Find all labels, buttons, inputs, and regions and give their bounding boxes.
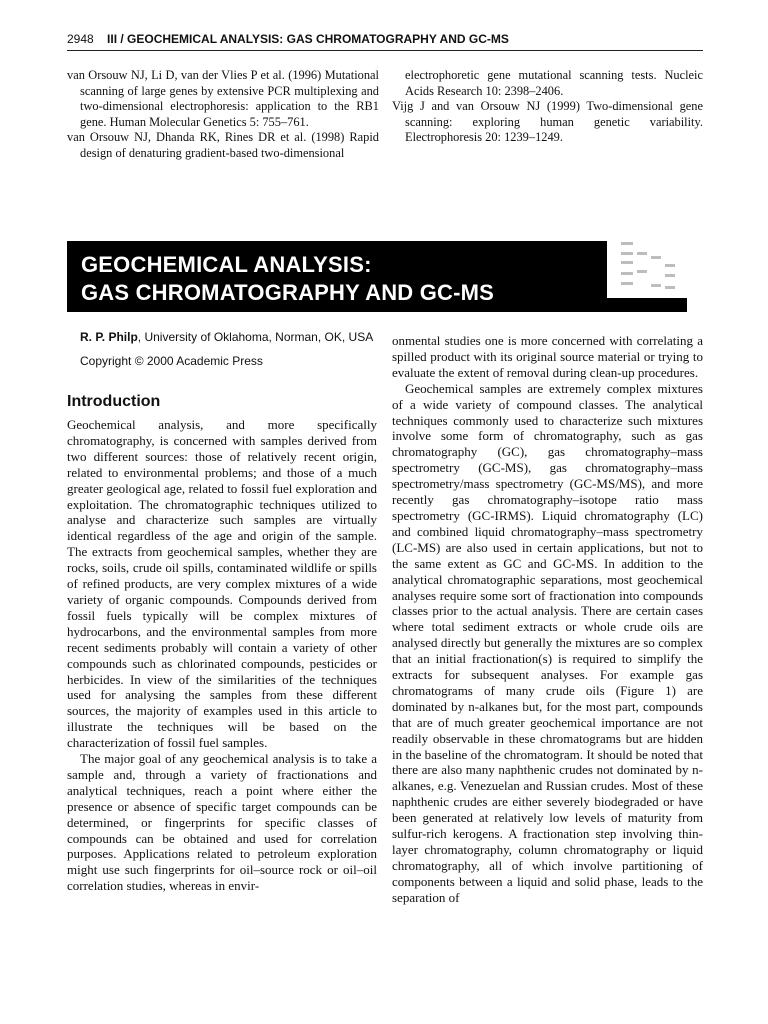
body-paragraph: Geochemical analysis, and more specifically chromatography, is concerned with samples derived from two different sources: those of relatively recent origin, related to environmental problems; and those of a much greater geological age, related to fossil fuel exploration and exploitation. The chromatographic techniques utilized to analyse and characterize such samples are virtually identical regardless of the age and origin of the sample. The extracts from geochemical samples, whether they are rocks, soils, crude oil spills, contaminated wildlife or spills of refined products, are very complex mixtures of a wide variety of organic compounds. Compounds derived from fossil fuels typically will be complex mixtures of hydrocarbons, and the environmental samples from more recent sediments probably will contain a variety of other compounds such as chlorinated compounds, pesticides or herbicides. In view of the similarities of the techniques used for analysing the samples from these different sources, the majority of examples used in this article to illustrate the techniques will be based on the characterization of fossil fuel samples. [67,417,377,751]
reference-item: Vijg J and van Orsouw NJ (1999) Two-dimensional gene scanning: exploring human genetic variability. Electrophoresis 20: 1239–1249. [392,99,703,145]
reference-item: electrophoretic gene mutational scanning tests. Nucleic Acids Research 10: 2398–2406. [405,68,703,98]
article-title-banner [67,241,687,312]
references-right-column [392,68,703,146]
right-text-column [392,333,703,906]
article-title-line-2: GAS CHROMATOGRAPHY AND GC-MS [81,280,495,305]
body-paragraph: onmental studies one is more concerned with correlating a spilled product with its original source material or trying to evaluate the extent of removal during clean-up procedures. [392,333,703,380]
body-paragraph: The major goal of any geochemical analysis is to take a sample and, through a variety of fractionations and analytical techniques, reach a point where either the presence or absence of specific target compounds can be determined, or fingerprints for specific classes of compounds can be obtained and used for correlation purposes. Applications related to petroleum exploration might use such fingerprints for oil–source rock or oil–oil correlation studies, whereas in envir- [67,751,377,894]
body-paragraph: Geochemical samples are extremely complex mixtures of a wide variety of compound classes. The analytical techniques commonly used to characterize such mixtures involve some form of chromatography, such as gas chromatography (GC), gas chromatography–mass spectrometry (GC-MS), gas chromatography–mass spectrometry/mass spectrometry (GC-MS/MS), and more recently gas chromatography–isotope ratio mass spectrometry (GC-IRMS). Liquid chromatography (LC) and combined liquid chromatography–mass spectrometry (LC-MS) are also used in certain applications, but not to the same extent as GC and GC-MS. In addition to the analytical chromatographic separations, most geochemical analyses require some sort of fractionation into compounds classes prior to the actual analysis. There are certain cases where total sediment extracts or whole crude oils are analysed directly but generally the mixtures are so complex that an initial fractionation(s) is required to simplify the extracts for subsequent analyses. For example gas chromatograms of many crude oils (Figure 1) are dominated by n-alkanes but, for the most part, compounds that are of much greater geochemical importance are not readily observable in these chromatograms but are hidden in the baseline of the chromatogram. It should be noted that there are also many naphthenic crudes not dominated by n-alkanes, e.g. Venezuelan and Russian crudes. Most of these naphthenic crudes are either severely biodegraded or have been generated at relatively low levels of maturity from sulfur-rich kerogens. A fractionation step involving thin-layer chromatography, column chromatography or liquid chromatography, all of which involve partitioning of components between a liquid and solid phase, leads to the separation of [392,380,703,905]
running-head [67,32,703,46]
author-affiliation: , University of Oklahoma, Norman, OK, USA [137,330,374,344]
author-line [80,330,377,345]
article-title [81,251,494,307]
header-rule [67,50,703,51]
article-title-line-1: GEOCHEMICAL ANALYSIS: [81,252,372,277]
references-left-column [67,68,379,162]
section-title: III / GEOCHEMICAL ANALYSIS: GAS CHROMATOGRAPHY AND GC-MS [107,32,509,46]
reference-item: van Orsouw NJ, Li D, van der Vlies P et al. (1996) Mutational scanning of large genes by extensive PCR multiplexing and two-dimensional electrophoresis: application to the RB1 gene. Human Molecular Genetics 5: 755–761. [67,68,379,129]
author-name: R. P. Philp [80,330,138,344]
reference-item: van Orsouw NJ, Dhanda RK, Rines DR et al. (1998) Rapid design of denaturing gradient-based two-dimensional [67,130,379,160]
page-number: 2948 [67,32,94,46]
section-heading: Introduction [67,393,161,410]
copyright-line: Copyright © 2000 Academic Press [80,354,263,368]
left-text-column [67,330,377,894]
chromatogram-plate-icon [607,228,689,298]
